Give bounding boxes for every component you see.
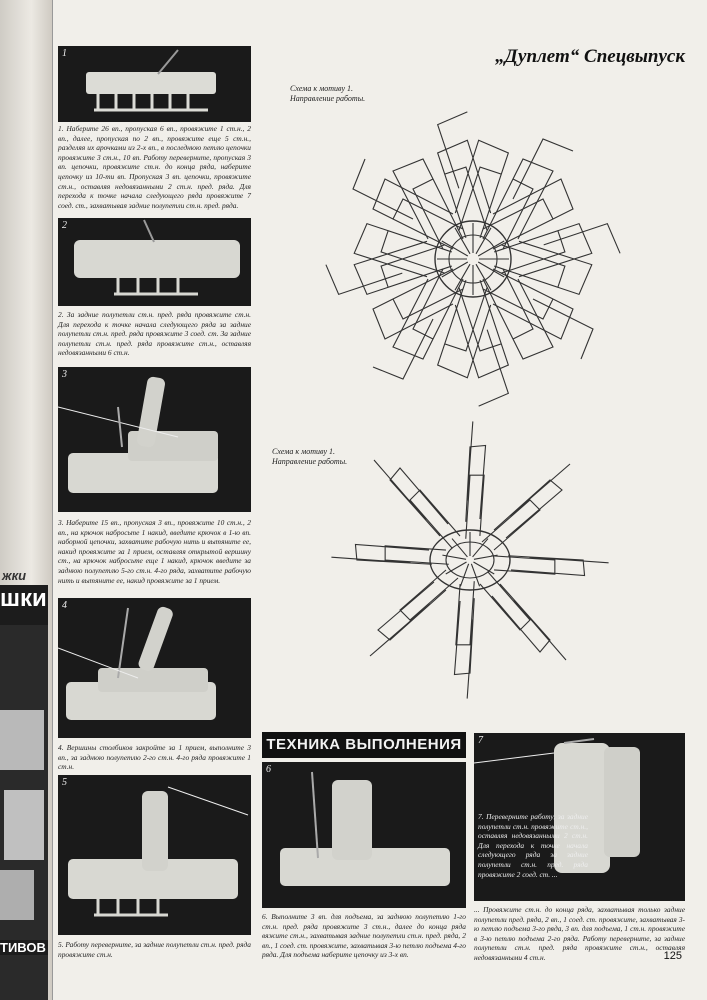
- step-caption-4: 4. Вершины столбиков закройте за 1 прием, выполните 3 вп., за заднюю полупетлю 2-го ст.н. 4-го ряда провяжите 1 ст.н.: [58, 743, 251, 772]
- step-number: 2: [62, 220, 67, 231]
- step-photo-4: [58, 598, 251, 738]
- step-caption-3: 3. Наберите 15 вп., пропуская 3 вп., провяжите 10 ст.н., 2 вп., на крючок набросьте 1 накид, введите крючок в 1-ю вп. наборной цепочки, захватите рабочую нить и вытяните ее, накид провяжите за 1 прием, оставляя открытой вершину ст., на крючок набросьте еще 1 накид, крючок введите за заднюю полупетлю 5-го ст.н. 4-го ряда, захватите рабочую нить и вытяните ее, накид провяжите за 1 прием.: [58, 518, 251, 585]
- step-number: 5: [62, 777, 67, 788]
- spine-bottom-text: ТИВОВ: [0, 940, 48, 955]
- spine-mid-text: шки: [0, 585, 47, 612]
- step-photo-2: [58, 218, 251, 306]
- step-photo-1: [58, 46, 251, 122]
- step-number: 1: [62, 48, 67, 59]
- adjacent-page-edge: [0, 0, 53, 1000]
- diagram-label-2: Схема к мотиву 1. Направление работы.: [272, 447, 348, 466]
- step-number: 3: [62, 369, 67, 380]
- step-photo-3: [58, 367, 251, 512]
- brand-name: „Дуплет“: [495, 46, 580, 67]
- step-caption-2: 2. За задние полупетли ст.н. пред. ряда провяжите ст.н. Для перехода к точке начала следующего ряда за задние полупетли ст.н. пред. ряда провяжите 3 соед. ст. За задние полупетли ст.н. пред. ряда провяжите ст.н., оставляя недовязанными 6 ст.н.: [58, 310, 251, 358]
- step-number: 6: [266, 764, 271, 775]
- crochet-diagram-1: [258, 74, 698, 434]
- technique-title: ТЕХНИКА ВЫПОЛНЕНИЯ: [262, 732, 466, 758]
- step-number: 7: [478, 735, 483, 746]
- step-caption-6: 6. Выполните 3 вп. для подъема, за заднюю полупетлю 1-го ст.н. пред. ряда провяжите 3 ст.н., далее до конца ряда вяжите ст.н., захватывая задние полупетли ст.н. пред. ряда, 2 вп., 1 соед. ст. провяжите, захватывая 3-ю петлю подъема 4-го ряда. Для подъема наберите цепочку из 3-х вп.: [262, 912, 466, 960]
- step-caption-7: 7. Переверните работу, за задние полупетли ст.н. провяжите ст.н., оставляя недовязанными 2 ст.н. Для перехода к точке начала следующего ряда за задние полупетли ст.н. пред. ряда провяжите 2 соед. ст. ...: [478, 812, 588, 879]
- step-caption-5: 5. Работу переверните, за задние полупетли ст.н. пред. ряда провяжите ст.н.: [58, 940, 251, 959]
- step-caption-7-continued: ... Провяжите ст.н. до конца ряда, захватывая только задние полупетли пред. ряда, 2 вп., 1 соед. ст. провяжите, захватывая 3-ю петлю подъема 3-го ряда, 3 вп. для подъема, 1 ст.н. провяжите в 3-ю петлю подъема 2-го ряда. Работу переверните, за задние полупетли ст.н. пред. ряда провяжите ст.н., оставляя недовязанными 4 ст.н.: [474, 905, 685, 962]
- magazine-header: [495, 46, 685, 68]
- step-photo-5: [58, 775, 251, 935]
- spine-photo: [0, 700, 48, 930]
- issue-title: Спецвыпуск: [584, 46, 685, 67]
- step-caption-1: 1. Наберите 26 вп., пропуская 6 вп., провяжите 1 ст.н., 2 вп., далее, пропуская по 2 вп., провяжите еще 5 ст.н., разделяя их арочками из 2-х вп., в последнюю петлю цепочки провяжите 3 ст.н., 10 вп. Работу переверните, пропуская 3 вп. цепочки, провяжите ст.н. до конца ряда, наберите цепочку из 10-ти вп. Пропуская 3 вп. цепочки, провяжите ст.н., оставляя недовязанными 2 ст.н. пред. ряда. Для перехода к точке начала следующего ряда провяжите 7 соед. ст., захватывая задние полупетли ст.н. пред. ряда.: [58, 124, 251, 210]
- diagram-label-1: Схема к мотиву 1. Направление работы.: [290, 84, 366, 103]
- step-photo-6: [262, 762, 466, 908]
- spine-top-text: жки: [2, 568, 27, 583]
- step-number: 4: [62, 600, 67, 611]
- crochet-diagram-2: [290, 420, 690, 720]
- page-number: 125: [663, 950, 682, 962]
